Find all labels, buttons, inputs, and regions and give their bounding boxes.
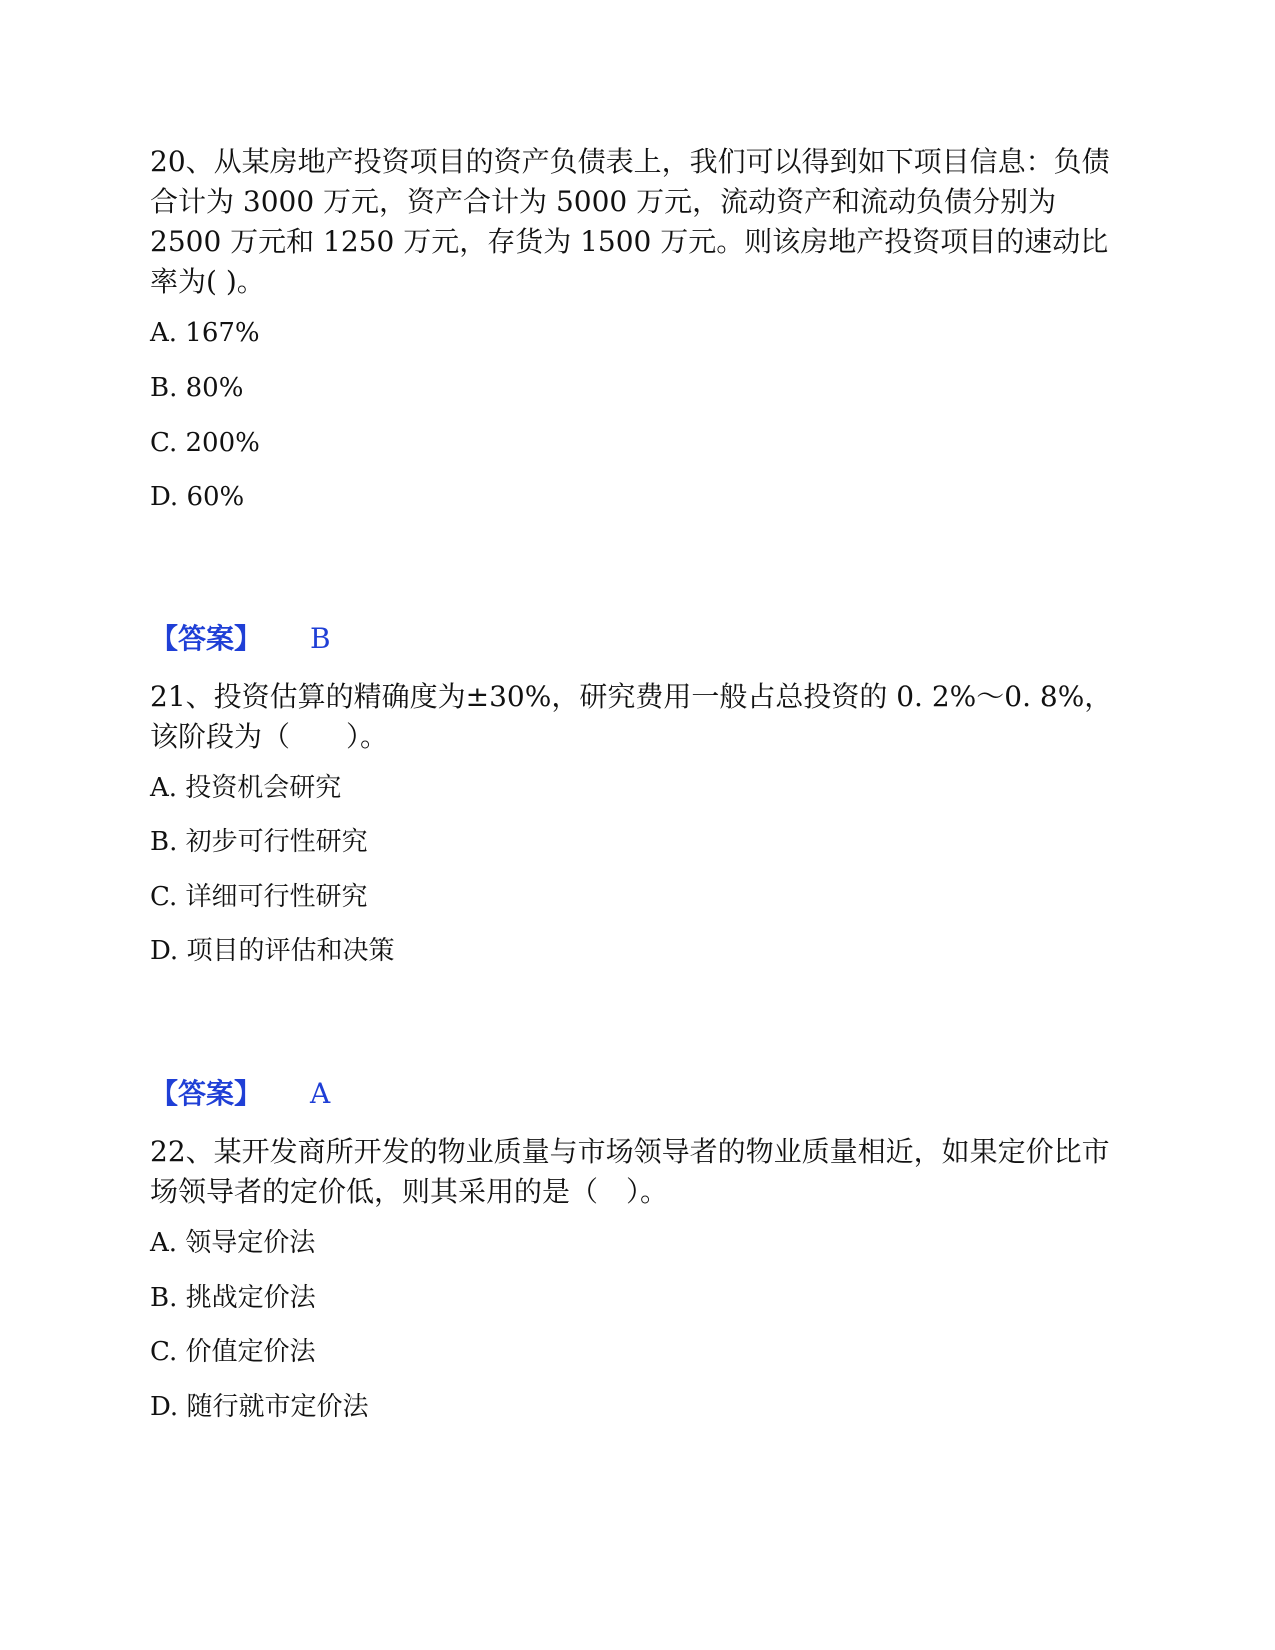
answer-label: 【答案】 — [150, 622, 263, 655]
question-21-stem: 21、投资估算的精确度为±30%，研究费用一般占总投资的 0. 2%～0. 8%，该阶段为（ ）。 — [150, 680, 1113, 753]
question-20-stem: 20、从某房地产投资项目的资产负债表上，我们可以得到如下项目信息：负债合计为 3000 万元，资产合计为 5000 万元，流动资产和流动负债分别为 2500 万元和 1250 万元，存货为 1500 万元。则该房地产投资项目的速动比率为( )。 — [150, 145, 1110, 298]
question-20-option-a: A. 167% — [150, 318, 260, 348]
question-21-option-d: D. 项目的评估和决策 — [150, 936, 395, 966]
question-21-option-a: A. 投资机会研究 — [150, 773, 342, 803]
question-20-option-d: D. 60% — [150, 482, 245, 512]
question-22-option-b: B. 挑战定价法 — [150, 1283, 316, 1313]
question-22-stem: 22、某开发商所开发的物业质量与市场领导者的物业质量相近，如果定价比市场领导者的定价低，则其采用的是（ ）。 — [150, 1135, 1110, 1208]
answer-value: B — [310, 622, 331, 655]
question-21-option-b: B. 初步可行性研究 — [150, 827, 368, 857]
question-21-option-c: C. 详细可行性研究 — [150, 882, 368, 912]
question-20-option-c: C. 200% — [150, 428, 260, 458]
question-20-option-b: B. 80% — [150, 373, 244, 403]
question-21-answer — [150, 1076, 330, 1112]
question-22-option-c: C. 价值定价法 — [150, 1337, 316, 1367]
question-22-option-d: D. 随行就市定价法 — [150, 1392, 369, 1422]
answer-value: A — [310, 1077, 331, 1110]
question-20-answer — [150, 621, 331, 657]
answer-label: 【答案】 — [150, 1077, 263, 1110]
question-22-option-a: A. 领导定价法 — [150, 1228, 316, 1258]
